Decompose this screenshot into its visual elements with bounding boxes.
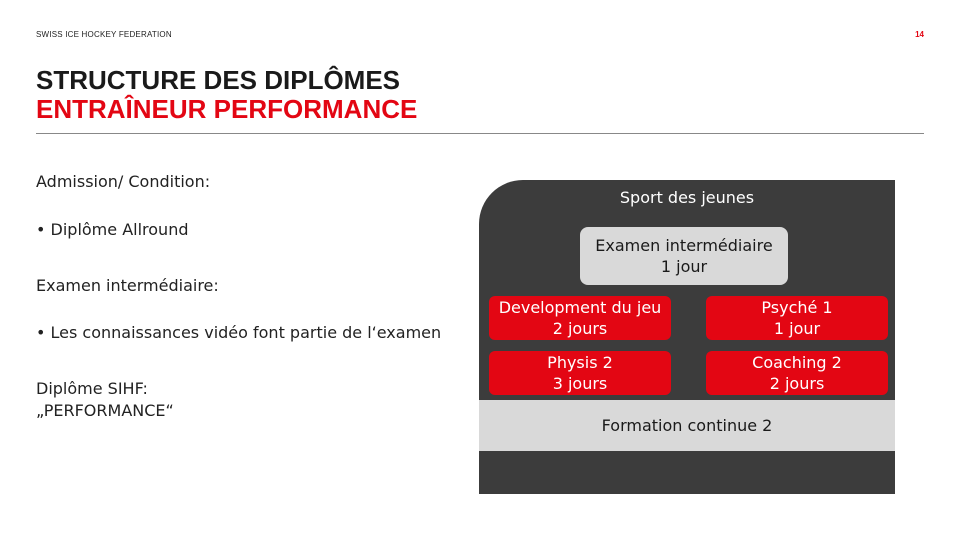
title-line-2: ENTRAÎNEUR PERFORMANCE <box>36 94 418 124</box>
admission-heading: Admission/ Condition: <box>36 172 211 191</box>
admission-item: • Diplôme Allround <box>36 220 189 239</box>
exam-item: • Les connaissances vidéo font partie de l‘examen <box>36 323 442 342</box>
module-psyche: Psyché 1 1 jour <box>706 296 888 340</box>
continuing-education-label: Formation continue 2 <box>601 416 773 435</box>
module-game-development: Development du jeu 2 jours <box>489 296 671 340</box>
title-line-1: STRUCTURE DES DIPLÔMES <box>36 65 401 95</box>
page-number: 14 <box>915 30 924 39</box>
panel-title: Sport des jeunes <box>619 188 755 207</box>
organization-label: SWISS ICE HOCKEY FEDERATION <box>36 30 172 39</box>
exam-box: Examen intermédiaire 1 jour <box>580 227 788 285</box>
diploma-heading: Diplôme SIHF: <box>36 379 148 398</box>
diploma-name: „PERFORMANCE“ <box>36 401 174 420</box>
title-divider <box>36 133 924 134</box>
slide-title <box>36 66 417 124</box>
exam-heading: Examen intermédiaire: <box>36 276 219 295</box>
module-coaching: Coaching 2 2 jours <box>706 351 888 395</box>
module-physis: Physis 2 3 jours <box>489 351 671 395</box>
